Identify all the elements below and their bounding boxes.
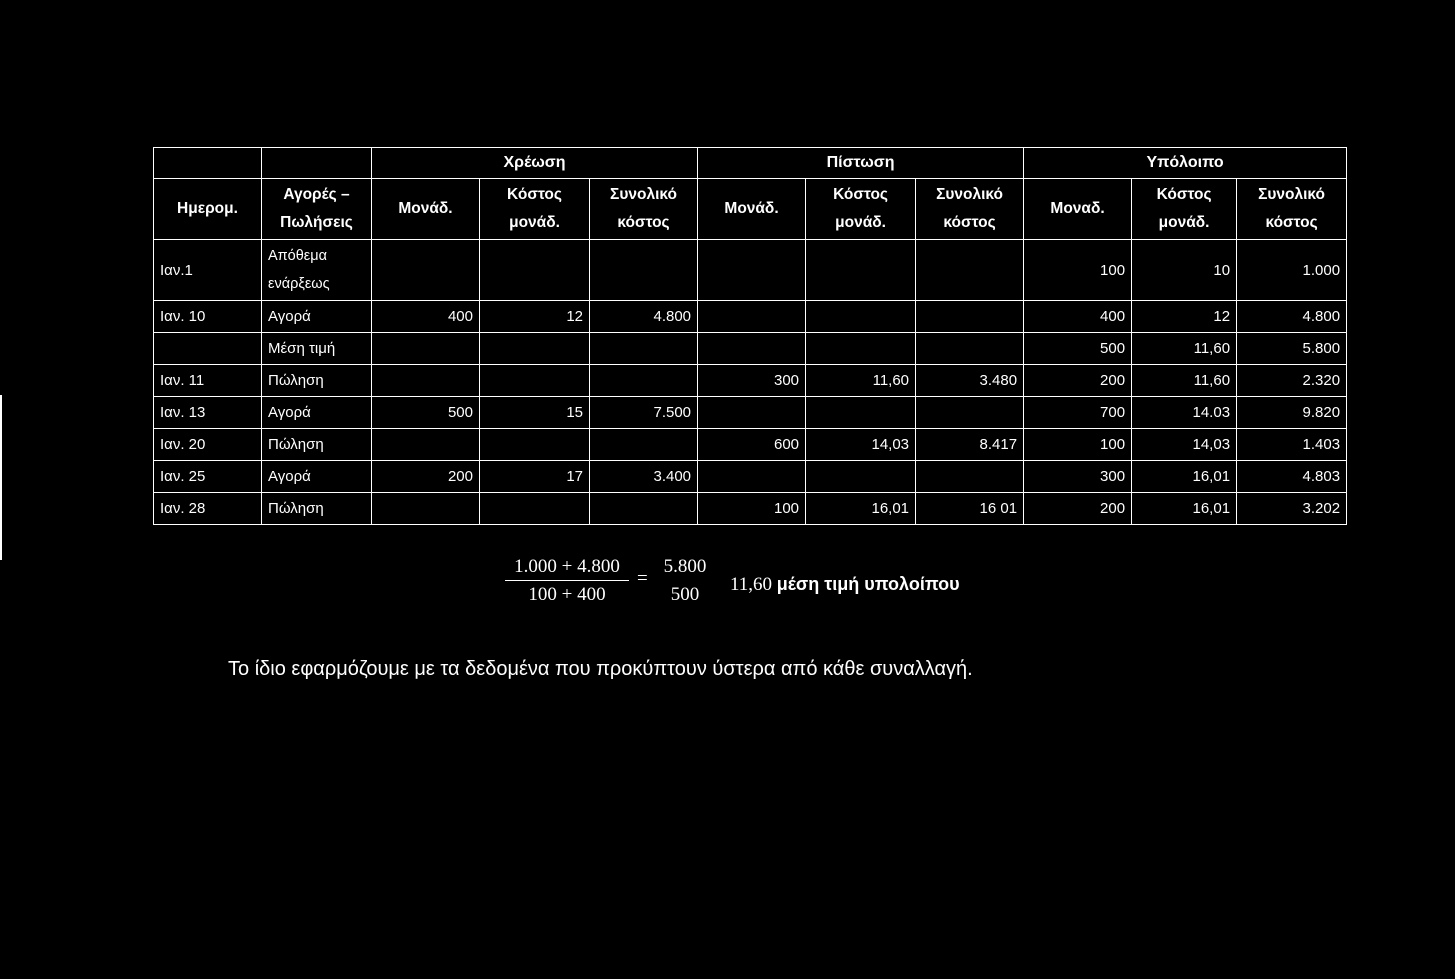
empty-cell xyxy=(590,240,698,301)
group-header-row xyxy=(154,148,1347,179)
row-label: Αγορά xyxy=(262,397,372,429)
debit-total: 4.800 xyxy=(590,301,698,333)
empty-cell xyxy=(916,240,1024,301)
credit-unit-cost: 16,01 xyxy=(806,493,916,525)
debit-unit-cost xyxy=(480,429,590,461)
row-label: Πώληση xyxy=(262,429,372,461)
balance-total: 4.800 xyxy=(1237,301,1347,333)
row-date xyxy=(154,333,262,365)
debit-total: 3.400 xyxy=(590,461,698,493)
result-label: μέση τιμή υπολοίπου xyxy=(776,574,960,594)
row-date: Ιαν. 28 xyxy=(154,493,262,525)
balance-group-header: Υπόλοιπο xyxy=(1024,148,1347,179)
debit-total-cost-header xyxy=(590,179,698,240)
opening-date-cell: Ιαν.1 xyxy=(154,240,262,301)
credit-unit-cost: 14,03 xyxy=(806,429,916,461)
row-date: Ιαν. 10 xyxy=(154,301,262,333)
balance-total: 1.403 xyxy=(1237,429,1347,461)
credit-total xyxy=(916,333,1024,365)
table-row xyxy=(154,397,1347,429)
table-row xyxy=(154,461,1347,493)
credit-units xyxy=(698,461,806,493)
row-label: Αγορά xyxy=(262,301,372,333)
row-label: Μέση τιμή xyxy=(262,333,372,365)
debit-units: 200 xyxy=(372,461,480,493)
balance-unit-cost: 11,60 xyxy=(1132,365,1237,397)
row-label: Πώληση xyxy=(262,365,372,397)
empty-cell xyxy=(806,240,916,301)
table-row xyxy=(154,365,1347,397)
debit-units: 500 xyxy=(372,397,480,429)
inventory-ledger-table xyxy=(153,147,1347,525)
row-label: Πώληση xyxy=(262,493,372,525)
credit-unit-cost xyxy=(806,333,916,365)
credit-units: 600 xyxy=(698,429,806,461)
balance-units: 700 xyxy=(1024,397,1132,429)
debit-group-header: Χρέωση xyxy=(372,148,698,179)
total-cost-line2: κόστος xyxy=(617,214,670,231)
unit-cost-line2: μονάδ. xyxy=(509,214,560,231)
date-header: Ημερομ. xyxy=(154,179,262,240)
row-date: Ιαν. 25 xyxy=(154,461,262,493)
credit-total: 16 01 xyxy=(916,493,1024,525)
balance-units: 400 xyxy=(1024,301,1132,333)
credit-units: 100 xyxy=(698,493,806,525)
empty-cell xyxy=(698,240,806,301)
unit-cost-line1: Κόστος xyxy=(507,186,562,203)
debit-unit-cost: 17 xyxy=(480,461,590,493)
balance-units: 300 xyxy=(1024,461,1132,493)
fraction-bar-hidden xyxy=(661,580,709,581)
result-value: 11,60 xyxy=(730,574,773,595)
debit-units xyxy=(372,365,480,397)
fraction-left xyxy=(505,556,629,606)
credit-units xyxy=(698,333,806,365)
credit-unit-cost: 11,60 xyxy=(806,365,916,397)
credit-unit-cost-header xyxy=(806,179,916,240)
transaction-header xyxy=(262,179,372,240)
empty-cell xyxy=(372,240,480,301)
table-row xyxy=(154,301,1347,333)
debit-unit-cost xyxy=(480,365,590,397)
debit-total xyxy=(590,365,698,397)
table-row xyxy=(154,429,1347,461)
debit-units-header: Μονάδ. xyxy=(372,179,480,240)
credit-units xyxy=(698,301,806,333)
credit-units-header: Μονάδ. xyxy=(698,179,806,240)
transaction-header-line2: Πωλήσεις xyxy=(280,214,353,231)
row-label: Αγορά xyxy=(262,461,372,493)
total-cost-line2: κόστος xyxy=(1265,214,1318,231)
balance-units: 200 xyxy=(1024,493,1132,525)
balance-total: 4.803 xyxy=(1237,461,1347,493)
debit-unit-cost xyxy=(480,493,590,525)
debit-units xyxy=(372,493,480,525)
fraction-right-numerator: 5.800 xyxy=(663,556,707,577)
balance-unit-cost: 16,01 xyxy=(1132,493,1237,525)
debit-total xyxy=(590,493,698,525)
debit-total xyxy=(590,429,698,461)
opening-label-line2: ενάρξεως xyxy=(268,276,330,292)
debit-total: 7.500 xyxy=(590,397,698,429)
balance-units-header: Μοναδ. xyxy=(1024,179,1132,240)
debit-unit-cost: 15 xyxy=(480,397,590,429)
balance-unit-cost: 14.03 xyxy=(1132,397,1237,429)
row-date: Ιαν. 13 xyxy=(154,397,262,429)
balance-units: 100 xyxy=(1024,429,1132,461)
balance-unit-cost-header xyxy=(1132,179,1237,240)
fraction-left-denominator: 100 + 400 xyxy=(528,584,606,605)
credit-unit-cost xyxy=(806,397,916,429)
credit-units: 300 xyxy=(698,365,806,397)
debit-units xyxy=(372,429,480,461)
opening-label-line1: Απόθεμα xyxy=(268,248,328,264)
credit-units xyxy=(698,397,806,429)
credit-total-cost-header xyxy=(916,179,1024,240)
row-date: Ιαν. 20 xyxy=(154,429,262,461)
explanatory-note: Το ίδιο εφαρμόζουμε με τα δεδομένα που προκύπτουν ύστερα από κάθε συναλλαγή. xyxy=(228,658,973,680)
debit-unit-cost xyxy=(480,333,590,365)
balance-units: 200 xyxy=(1024,365,1132,397)
unit-cost-line1: Κόστος xyxy=(1156,186,1212,203)
unit-cost-line2: μονάδ. xyxy=(1158,214,1210,231)
balance-unit-cost: 16,01 xyxy=(1132,461,1237,493)
credit-group-header: Πίστωση xyxy=(698,148,1024,179)
balance-total: 5.800 xyxy=(1237,333,1347,365)
credit-total xyxy=(916,461,1024,493)
fraction-left-numerator: 1.000 + 4.800 xyxy=(514,556,620,577)
balance-total: 9.820 xyxy=(1237,397,1347,429)
credit-unit-cost xyxy=(806,301,916,333)
fraction-right xyxy=(661,556,709,606)
table-row xyxy=(154,493,1347,525)
fraction-bar xyxy=(505,580,629,581)
credit-total: 8.417 xyxy=(916,429,1024,461)
balance-unit-cost: 12 xyxy=(1132,301,1237,333)
balance-unit-cost: 14,03 xyxy=(1132,429,1237,461)
debit-units xyxy=(372,333,480,365)
row-date: Ιαν. 11 xyxy=(154,365,262,397)
balance-total-cost-header xyxy=(1237,179,1347,240)
balance-units: 500 xyxy=(1024,333,1132,365)
debit-units: 400 xyxy=(372,301,480,333)
total-cost-line1: Συνολικό xyxy=(610,186,677,203)
left-edge-rule xyxy=(0,395,2,560)
total-cost-line1: Συνολικό xyxy=(1258,186,1326,203)
opening-balance-row xyxy=(154,240,1347,301)
column-header-row xyxy=(154,179,1347,240)
balance-total: 2.320 xyxy=(1237,365,1347,397)
opening-balance-units: 100 xyxy=(1024,240,1132,301)
debit-total xyxy=(590,333,698,365)
formula-result xyxy=(730,574,960,596)
blank-header-cell xyxy=(262,148,372,179)
equals-sign: = xyxy=(637,568,648,589)
credit-total: 3.480 xyxy=(916,365,1024,397)
empty-cell xyxy=(480,240,590,301)
total-cost-line1: Συνολικό xyxy=(936,186,1003,203)
debit-unit-cost-header xyxy=(480,179,590,240)
balance-total: 3.202 xyxy=(1237,493,1347,525)
ledger-data-rows xyxy=(154,301,1347,525)
opening-balance-unit-cost: 10 xyxy=(1132,240,1237,301)
fraction-right-denominator: 500 xyxy=(670,584,700,605)
table-row xyxy=(154,333,1347,365)
blank-header-cell xyxy=(154,148,262,179)
credit-total xyxy=(916,301,1024,333)
debit-unit-cost: 12 xyxy=(480,301,590,333)
transaction-header-line1: Αγορές – xyxy=(283,186,350,203)
opening-label-cell xyxy=(262,240,372,301)
unit-cost-line2: μονάδ. xyxy=(835,214,886,231)
total-cost-line2: κόστος xyxy=(943,214,996,231)
credit-unit-cost xyxy=(806,461,916,493)
balance-unit-cost: 11,60 xyxy=(1132,333,1237,365)
credit-total xyxy=(916,397,1024,429)
unit-cost-line1: Κόστος xyxy=(833,186,888,203)
opening-balance-total: 1.000 xyxy=(1237,240,1347,301)
